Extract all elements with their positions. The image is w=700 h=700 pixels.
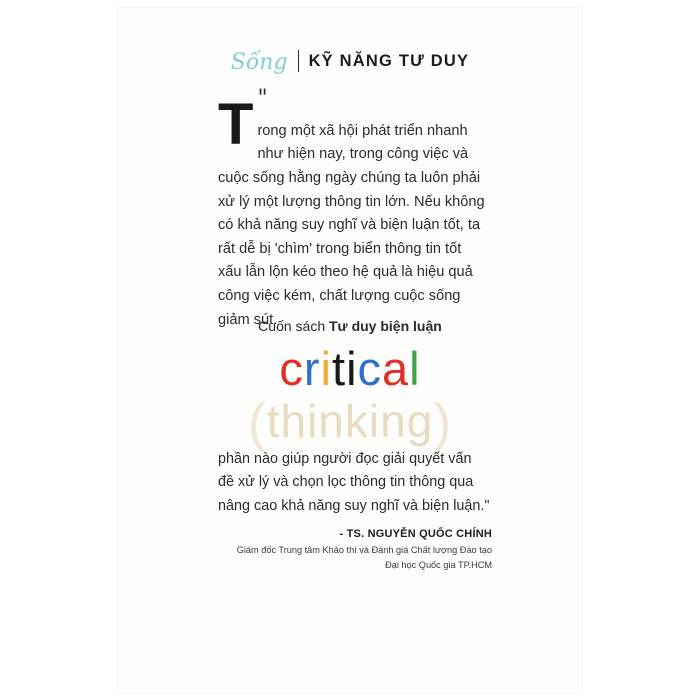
quote-body-text: rong một xã hội phát triển nhanh như hiện nay, trong công việc và cuộc sống hằng ngày chúng ta luôn phải xử lý một lượng thông tin lớn. Nếu không có khả năng suy nghĩ và biện luận tốt, ta rất dễ bị 'chìm' trong biển thông tin tốt xấu lẫn lộn kéo theo hệ quả là hiệu quả công việc kém, chất lượng cuộc sống giảm sút. xyxy=(218,122,485,328)
attribution-name: - TS. NGUYỄN QUỐC CHÍNH xyxy=(339,528,492,540)
artletter-a: a xyxy=(382,342,410,395)
book-mention-line xyxy=(118,318,582,334)
artletter-r: r xyxy=(303,342,321,395)
book-mention-prefix: Cuốn sách xyxy=(258,318,329,334)
artletter-i1: i xyxy=(320,342,332,395)
artparen-left: ( xyxy=(247,393,267,454)
artletter-t: t xyxy=(332,342,347,395)
artletter-i2: i xyxy=(346,342,358,395)
artparen-right: ) xyxy=(433,393,453,454)
title-artwork xyxy=(118,344,582,452)
quote-open-mark: " xyxy=(257,86,268,112)
attribution-block xyxy=(118,528,582,573)
quote-continuation: phần nào giúp người đọc giải quyết vấn đề xử lý và chọn lọc thông tin thông qua nâng cao khả năng suy nghĩ và biện luận." xyxy=(218,451,490,514)
quote-dropcap: T xyxy=(218,92,254,157)
artletter-c1: c xyxy=(279,342,304,395)
quote-block xyxy=(218,86,488,332)
artletter-c2: c xyxy=(357,342,383,395)
series-title: KỸ NĂNG TƯ DUY xyxy=(308,51,470,70)
brand-logo-text: Sống xyxy=(230,50,288,75)
artword-thinking xyxy=(118,395,582,452)
book-cover-content xyxy=(118,8,582,692)
artletter-l: l xyxy=(409,342,421,395)
artword-thinking-text: thinking xyxy=(266,395,434,448)
artword-critical xyxy=(118,344,582,393)
book-mention-title: Tư duy biện luận xyxy=(329,318,442,334)
book-cover xyxy=(118,8,582,692)
cover-header xyxy=(118,50,582,75)
attribution-role-line2: Đại học Quốc gia TP.HCM xyxy=(385,559,492,570)
attribution-role-line1: Giám đốc Trung tâm Khảo thí và Đánh giá Chất lượng Đào tạo xyxy=(236,545,492,555)
brand-divider xyxy=(298,50,299,72)
